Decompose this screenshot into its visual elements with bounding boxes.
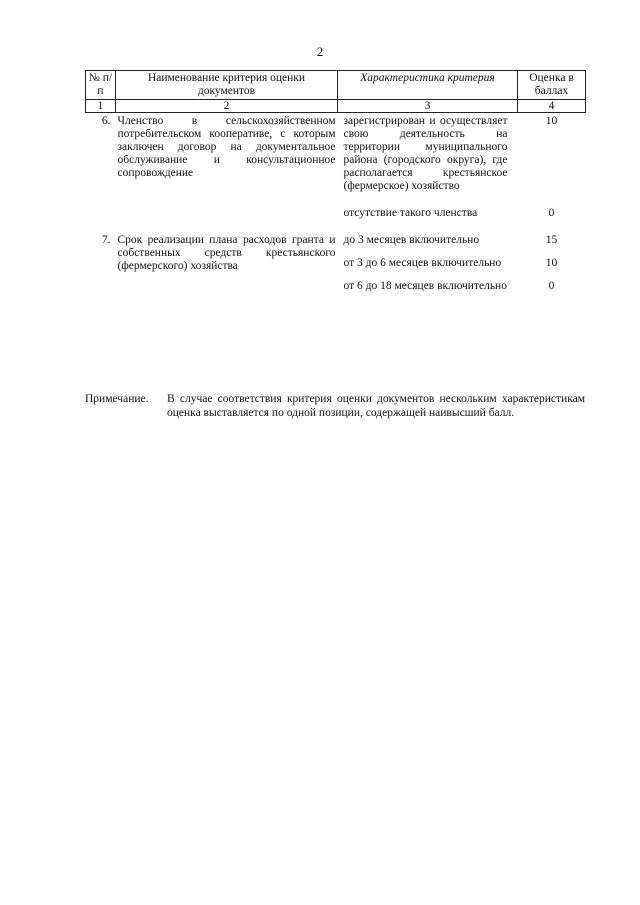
note-label: Примечание. (85, 393, 149, 405)
row-option-text: до 3 месяцев включительно (343, 234, 480, 246)
table-row (86, 113, 586, 194)
column-number-4: 4 (518, 100, 586, 113)
row-option-score: 0 (548, 280, 555, 292)
row-option-score: 0 (548, 207, 555, 219)
page-number: 2 (316, 44, 324, 59)
row-option-text: отсутствие такого членства (343, 207, 478, 219)
header-criterion-characteristic: Характеристика критерия (338, 71, 518, 100)
row-index: 7. (101, 234, 111, 246)
row-option-score: 15 (545, 234, 558, 246)
note (85, 392, 585, 420)
row-option-text: зарегистрирован и осуществляет свою деятельность на территории муниципального района (городского округа), где располагается крестьянское (фермерское) хозяйство (343, 115, 508, 192)
row-option-text: от 6 до 18 месяцев включительно (343, 280, 507, 292)
column-number-2: 2 (116, 100, 338, 113)
row-option-score: 10 (545, 257, 558, 269)
row-option-text: от 3 до 6 месяцев включительно (343, 257, 502, 269)
row-criterion-name: Срок реализации плана расходов гранта и собственных средств крестьянского (фермерского) хозяйства (117, 234, 336, 272)
table-header-row (86, 71, 586, 100)
criteria-table (85, 70, 586, 293)
row-option-score: 10 (545, 115, 558, 127)
header-score: Оценка в баллах (518, 71, 586, 100)
row-index: 6. (101, 115, 111, 127)
column-number-1: 1 (86, 100, 116, 113)
note-text: В случае соответствия критерия оценки документов нескольким характеристикам оценка выставляется по одной позиции, содержащей наивысший балл. (167, 393, 585, 419)
table-column-numbers-row (86, 100, 586, 113)
header-number: № п/п (86, 71, 116, 100)
header-criterion-name: Наименование критерия оценки документов (116, 71, 338, 100)
row-criterion-name: Членство в сельскохозяйственном потребительском кооперативе, с которым заключен договор на документальное обслуживание и консультационное сопровождение (117, 115, 336, 179)
column-number-3: 3 (338, 100, 518, 113)
table-row (86, 220, 586, 247)
